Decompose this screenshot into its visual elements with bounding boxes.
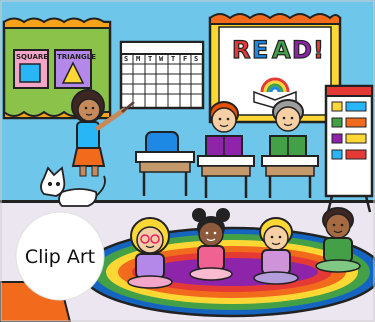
clip-art-label: Clip Art xyxy=(24,246,96,268)
clip-art-badge xyxy=(16,212,104,300)
calendar-day-m: M xyxy=(136,55,141,63)
card-label-triangle: TRIANGLE xyxy=(57,53,97,61)
calendar-board xyxy=(121,42,203,108)
square-shape-icon xyxy=(20,64,40,82)
calendar-day-f: F xyxy=(183,55,188,63)
card-label-square: SQUARE xyxy=(16,53,49,61)
pocket-chart-stand xyxy=(326,86,372,212)
calendar-day-s1: S xyxy=(124,55,129,63)
read-letter-d: D xyxy=(292,36,312,64)
read-letter-a: A xyxy=(272,36,291,64)
calendar-day-t1: T xyxy=(148,55,153,63)
calendar-day-w: W xyxy=(159,55,164,63)
calendar-day-t2: T xyxy=(171,55,176,63)
floor-line xyxy=(0,200,375,203)
read-letter-e: E xyxy=(252,36,269,64)
read-letter-r: R xyxy=(232,36,251,64)
read-letter-exclaim: ! xyxy=(313,36,324,64)
calendar-day-s2: S xyxy=(194,55,199,63)
